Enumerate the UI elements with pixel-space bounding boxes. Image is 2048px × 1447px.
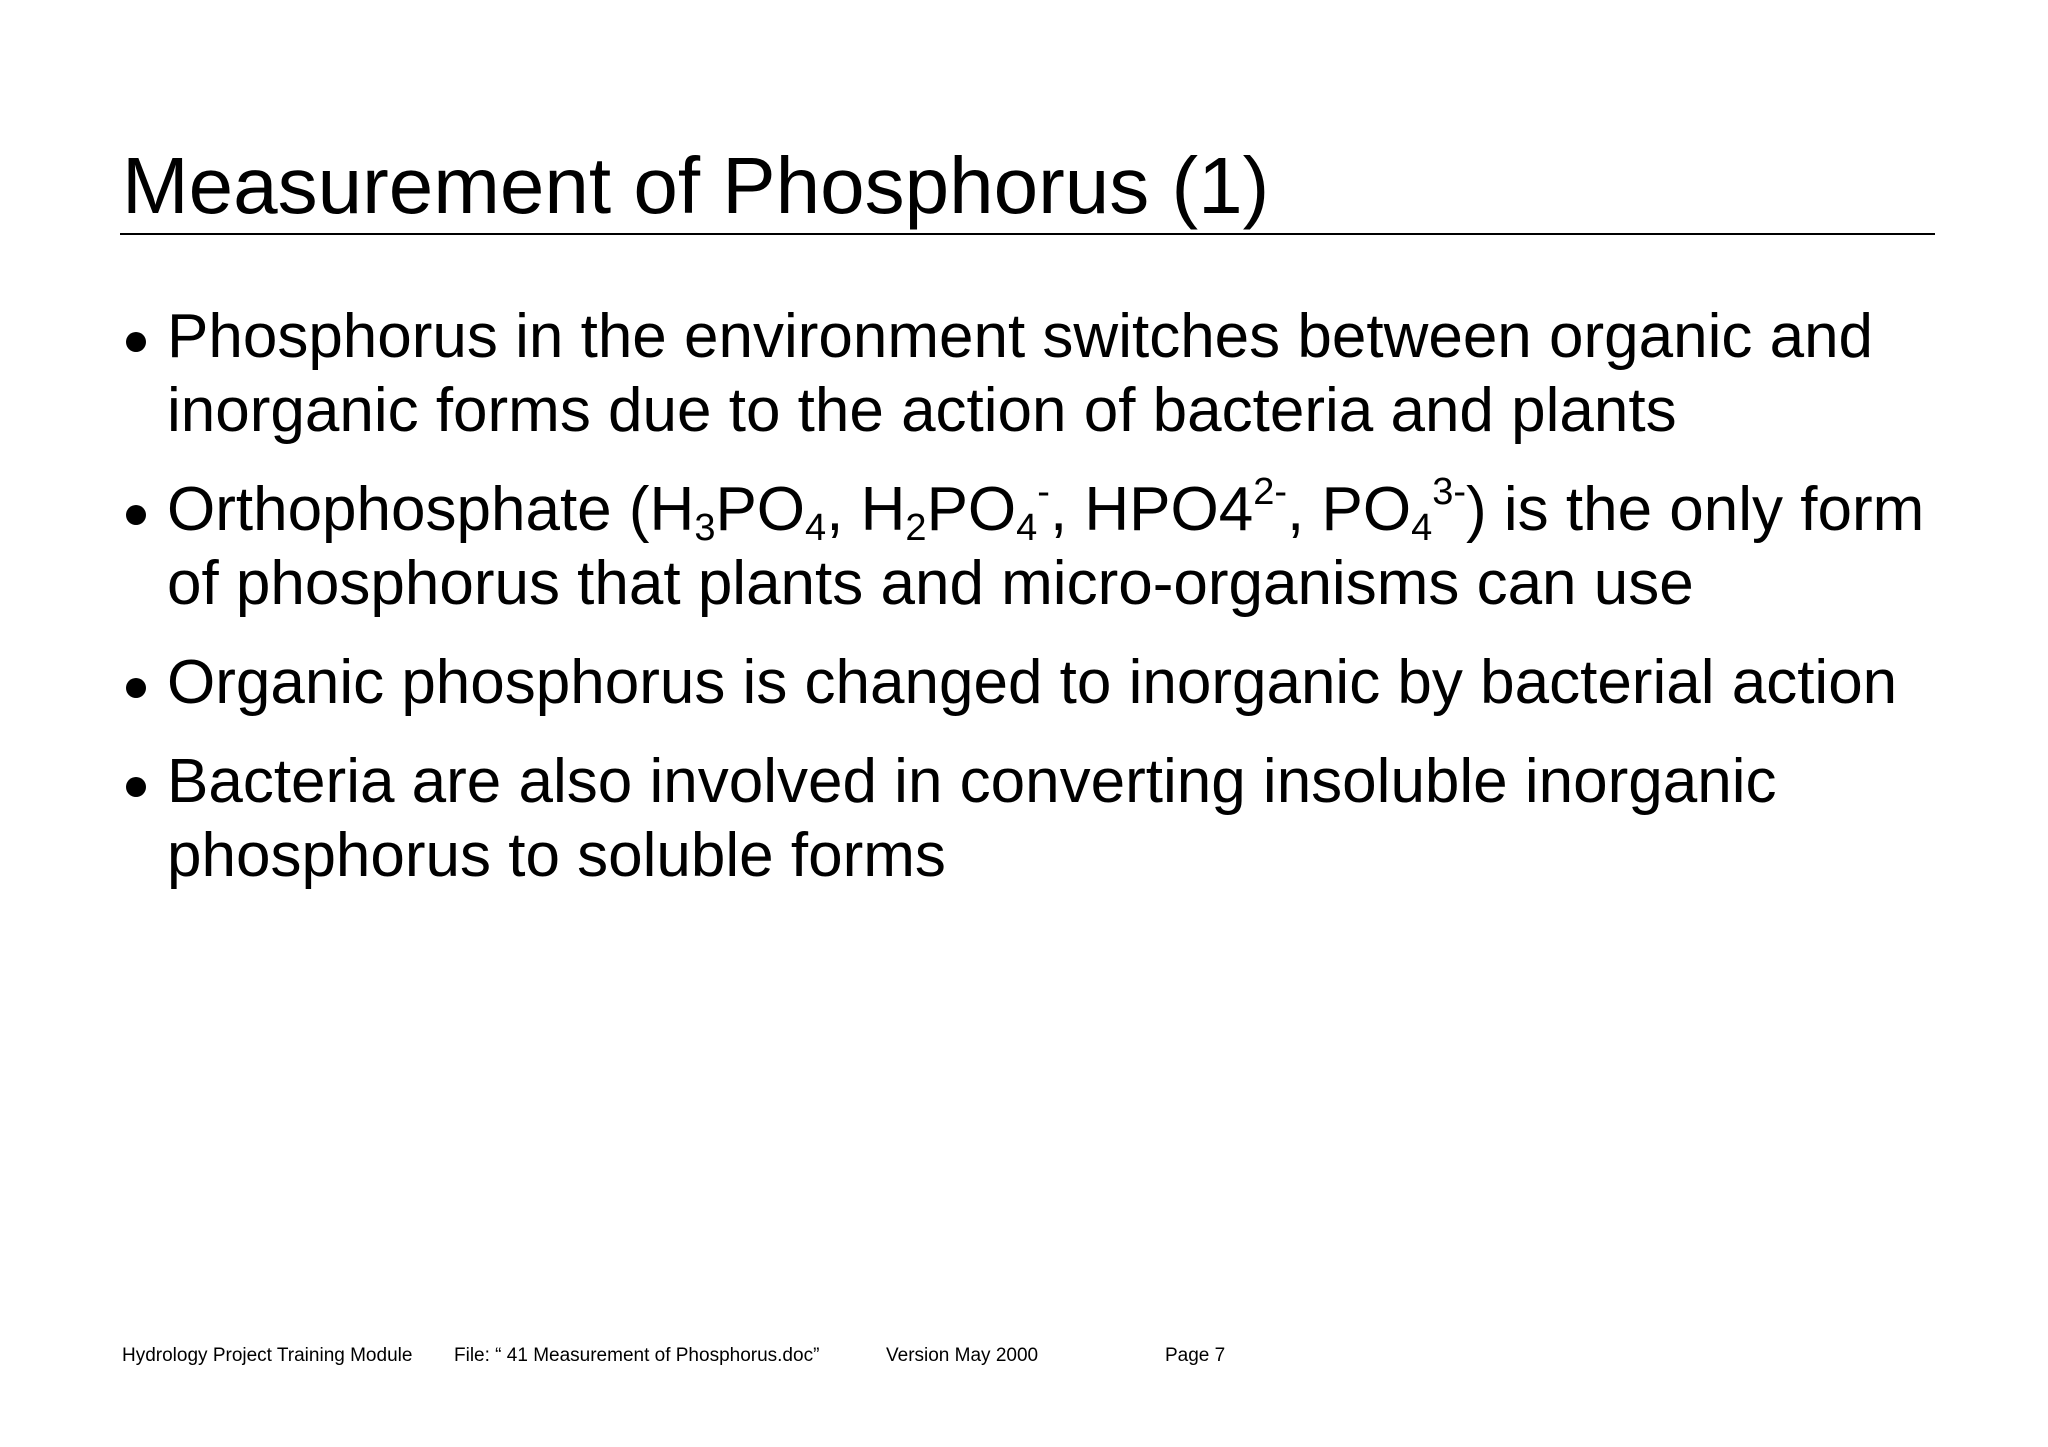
bullet-item-1 [122, 300, 1942, 448]
subscript: 4 [1016, 507, 1038, 549]
footer-module: Hydrology Project Training Module [122, 1345, 413, 1366]
text-run: Orthophosphate (H [167, 475, 695, 544]
bullet-list [122, 300, 1942, 918]
subscript: 2 [905, 507, 927, 549]
footer-version: Version May 2000 [886, 1345, 1039, 1366]
text-run: PO [926, 475, 1017, 544]
subscript: 3 [694, 507, 716, 549]
slide-title: Measurement of Phosphorus (1) [122, 141, 1270, 230]
text-run: ) is the only form of phosphorus that plants and micro-organisms can use [167, 475, 1925, 618]
title-divider [120, 233, 1935, 235]
text-run: , PO [1287, 475, 1412, 544]
text-run: , H [826, 475, 906, 544]
bullet-dot-icon [126, 678, 146, 698]
bullet-text-1: Phosphorus in the environment switches between organic and inorganic forms due to the action of bacteria and plants [167, 302, 1874, 445]
text-run: PO [715, 475, 806, 544]
bullet-text-2 [167, 471, 1925, 618]
bullet-dot-icon [126, 332, 146, 352]
text-run: , HPO4 [1049, 475, 1254, 544]
bullet-item-4 [122, 745, 1942, 893]
footer-file: File: “ 41 Measurement of Phosphorus.doc” [454, 1345, 820, 1366]
bullet-dot-icon [126, 505, 146, 525]
subscript: 4 [805, 507, 827, 549]
bullet-item-2 [122, 473, 1942, 621]
superscript: 2- [1253, 471, 1288, 513]
subscript: 4 [1411, 507, 1433, 549]
bullet-text-3: Organic phosphorus is changed to inorganic by bacterial action [167, 648, 1898, 717]
superscript: 3- [1432, 471, 1467, 513]
bullet-text-4: Bacteria are also involved in converting insoluble inorganic phosphorus to soluble forms [167, 747, 1777, 890]
bullet-dot-icon [126, 777, 146, 797]
bullet-item-3 [122, 646, 1942, 720]
footer-page: Page 7 [1165, 1345, 1226, 1366]
superscript: - [1037, 471, 1050, 513]
